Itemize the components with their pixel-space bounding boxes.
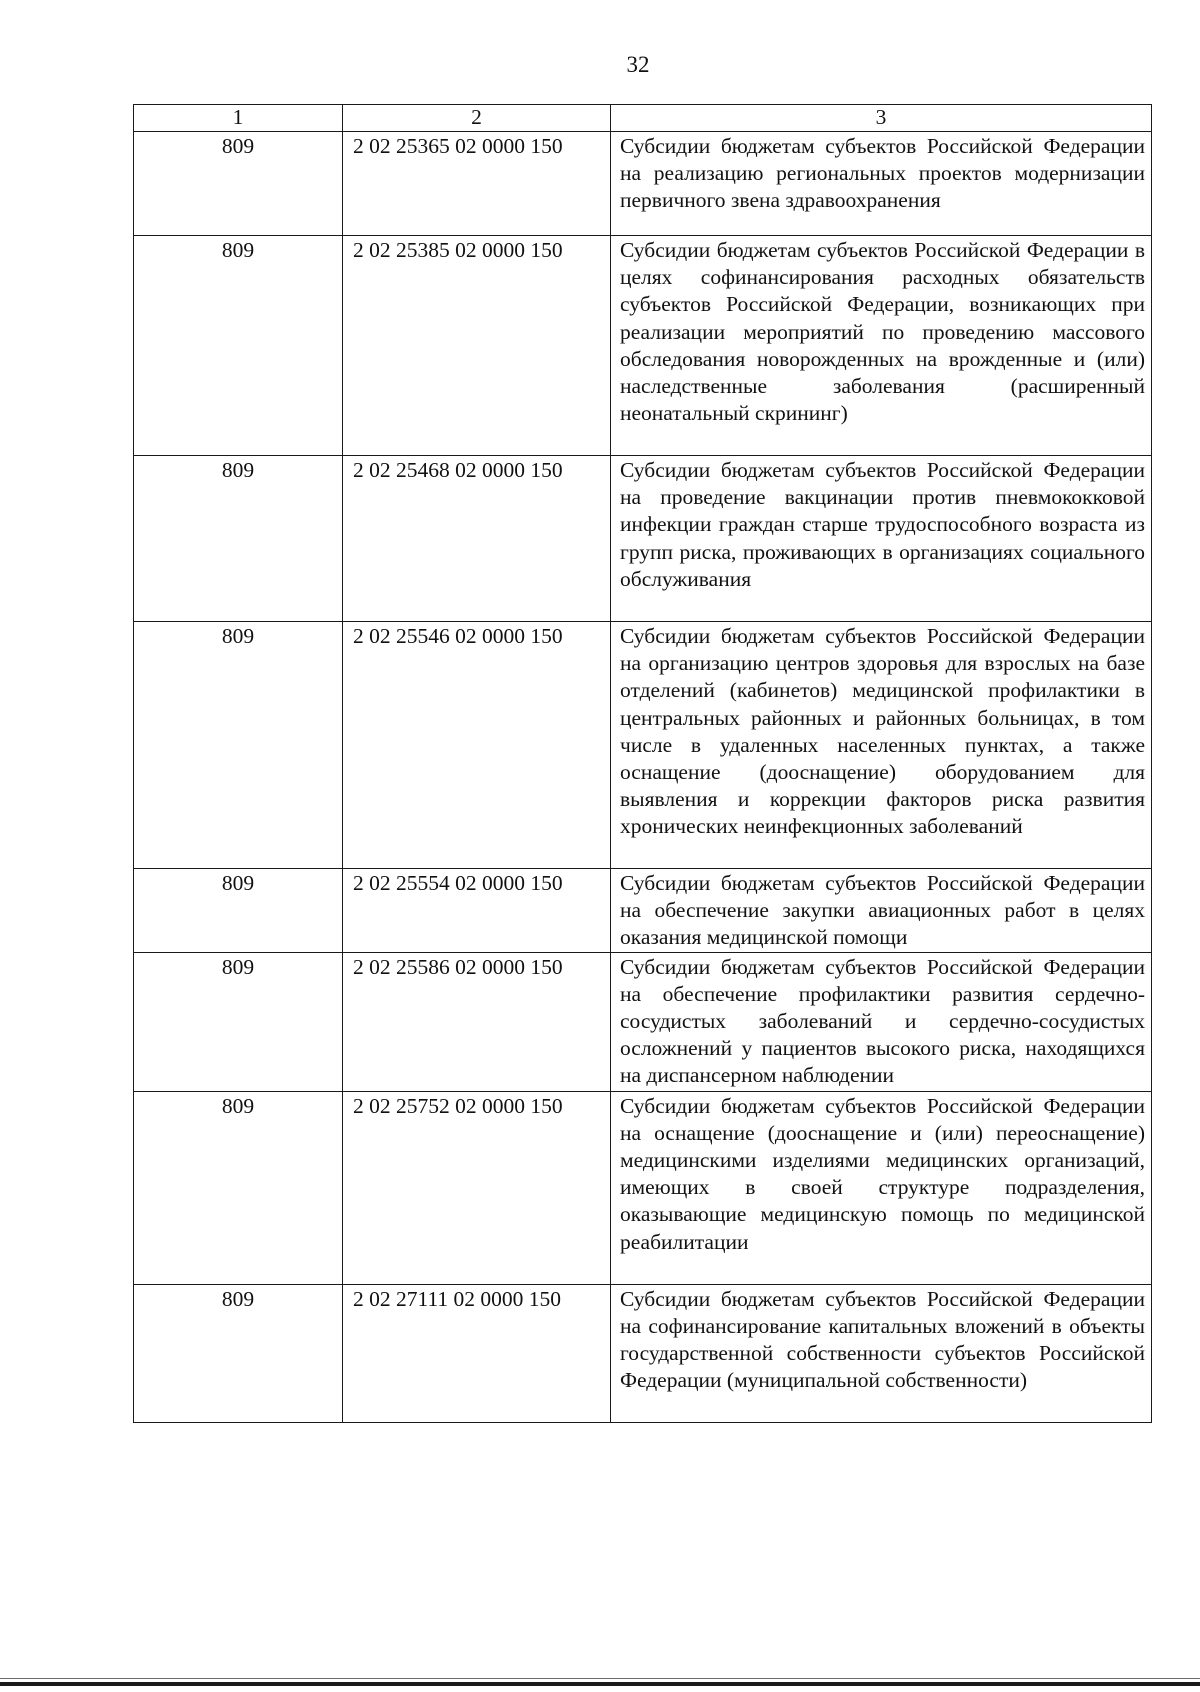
page-number: 32 [626, 52, 650, 77]
description-cell: Субсидии бюджетам субъектов Российской Федерации на обеспечение закупки авиационных работ в целях оказания медицинской помощи [611, 869, 1152, 953]
admin-code-cell: 809 [134, 236, 343, 456]
table-body [134, 132, 1152, 1423]
description-cell: Субсидии бюджетам субъектов Российской Федерации на реализацию региональных проектов модернизации первичного звена здравоохранения [611, 132, 1152, 236]
bottom-scan-line [0, 1682, 1200, 1686]
bottom-scan-line-thin [0, 1678, 1200, 1679]
description-cell: Субсидии бюджетам субъектов Российской Федерации на организацию центров здоровья для взрослых на базе отделений (кабинетов) медицинской профилактики в центральных районных и районных больницах, в том числе в удаленных населенных пунктах, а также оснащение (дооснащение) оборудованием для выявления и коррекции факторов риска развития хронических неинфекционных заболеваний [611, 622, 1152, 869]
table-row [134, 869, 1152, 953]
description-cell: Субсидии бюджетам субъектов Российской Федерации в целях софинансирования расходных обязательств субъектов Российской Федерации, возникающих при реализации мероприятий по проведению массового обследования новорожденных на врожденные и (или) наследственные заболевания (расширенный неонатальный скрининг) [611, 236, 1152, 456]
table-row [134, 622, 1152, 869]
admin-code-cell: 809 [134, 1284, 343, 1422]
budget-code-cell: 2 02 27111 02 0000 150 [343, 1284, 611, 1422]
description-cell: Субсидии бюджетам субъектов Российской Федерации на обеспечение профилактики развития сердечно-сосудистых заболеваний и сердечно-сосудистых осложнений у пациентов высокого риска, находящихся на диспансерном наблюдении [611, 952, 1152, 1091]
table-header-row [134, 105, 1152, 132]
column-header-1: 1 [134, 105, 343, 132]
admin-code-cell: 809 [134, 132, 343, 236]
budget-code-cell: 2 02 25586 02 0000 150 [343, 952, 611, 1091]
description-cell: Субсидии бюджетам субъектов Российской Федерации на проведение вакцинации против пневмококковой инфекции граждан старше трудоспособного возраста из групп риска, проживающих в организациях социального обслуживания [611, 456, 1152, 622]
table-row [134, 236, 1152, 456]
table-row [134, 132, 1152, 236]
admin-code-cell: 809 [134, 952, 343, 1091]
description-cell: Субсидии бюджетам субъектов Российской Федерации на софинансирование капитальных вложений в объекты государственной собственности субъектов Российской Федерации (муниципальной собственности) [611, 1284, 1152, 1422]
admin-code-cell: 809 [134, 622, 343, 869]
budget-code-cell: 2 02 25385 02 0000 150 [343, 236, 611, 456]
admin-code-cell: 809 [134, 869, 343, 953]
table-row [134, 456, 1152, 622]
table-row [134, 1091, 1152, 1284]
column-header-2: 2 [343, 105, 611, 132]
table-row [134, 1284, 1152, 1422]
budget-classification-table [133, 104, 1152, 1423]
budget-code-cell: 2 02 25554 02 0000 150 [343, 869, 611, 953]
budget-code-cell: 2 02 25365 02 0000 150 [343, 132, 611, 236]
column-header-3: 3 [611, 105, 1152, 132]
budget-code-cell: 2 02 25752 02 0000 150 [343, 1091, 611, 1284]
admin-code-cell: 809 [134, 1091, 343, 1284]
budget-code-cell: 2 02 25546 02 0000 150 [343, 622, 611, 869]
admin-code-cell: 809 [134, 456, 343, 622]
budget-code-cell: 2 02 25468 02 0000 150 [343, 456, 611, 622]
description-cell: Субсидии бюджетам субъектов Российской Федерации на оснащение (дооснащение и (или) переоснащение) медицинскими изделиями медицинских организаций, имеющих в своей структуре подразделения, оказывающие медицинскую помощь по медицинской реабилитации [611, 1091, 1152, 1284]
table-row [134, 952, 1152, 1091]
